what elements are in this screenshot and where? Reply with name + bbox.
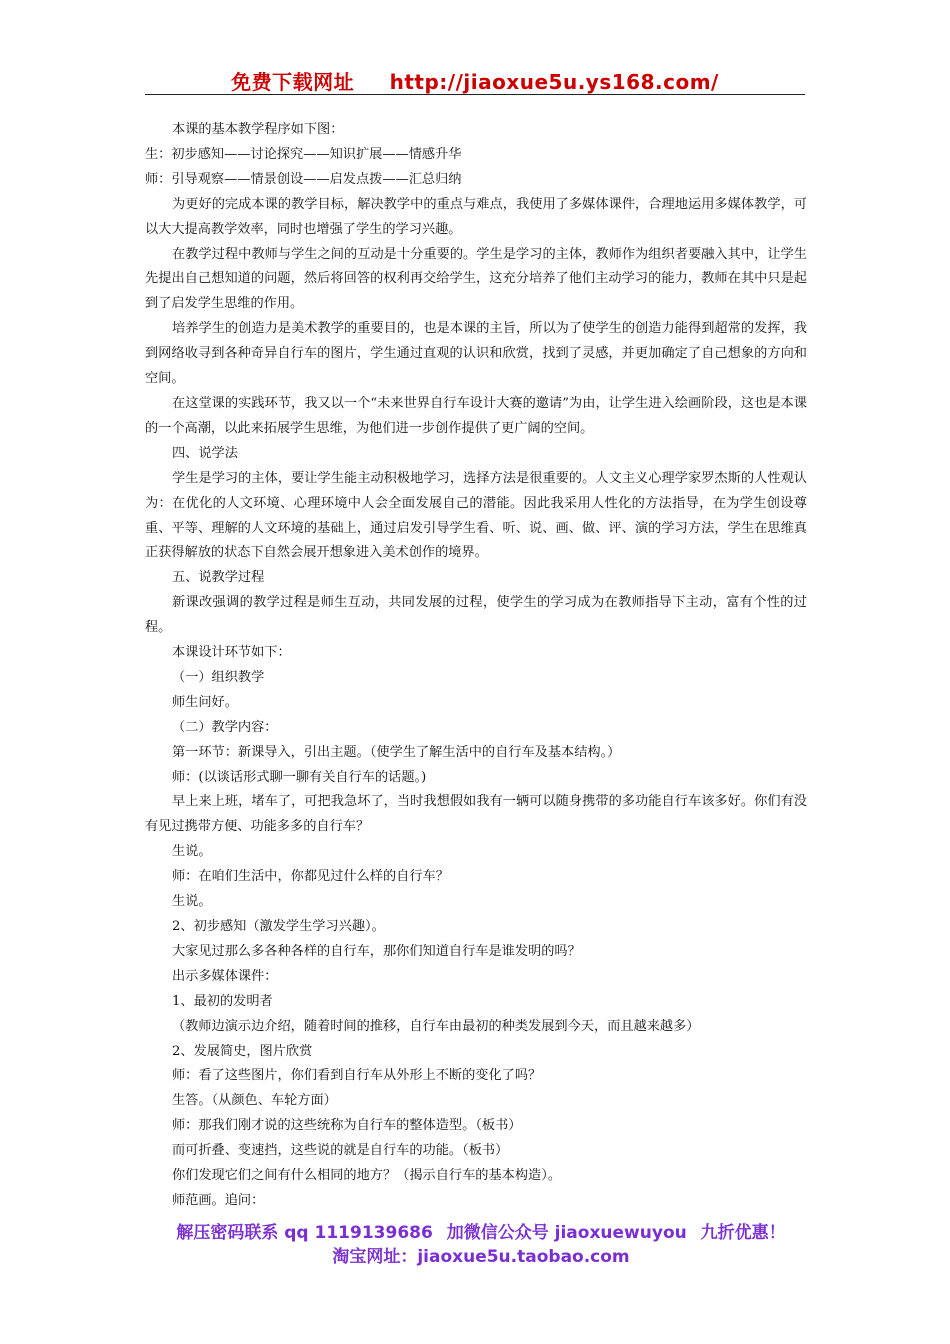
page-header xyxy=(145,66,805,95)
paragraph: 第一环节：新课导入，引出主题。（使学生了解生活中的自行车及基本结构。） xyxy=(172,744,621,760)
paragraph: 2、发展简史，图片欣赏 xyxy=(172,1043,313,1059)
paragraph: 生说。 xyxy=(172,844,212,860)
paragraph: 1、最初的发明者 xyxy=(172,993,273,1009)
paragraph: 本课设计环节如下： xyxy=(172,645,291,661)
paragraph: 培养学生的创造力是美术教学的重要目的，也是本课的主旨，所以为了使学生的创造力能得到超常的发挥，我到网络收寻到各种奇异自行车的图片，学生通过直观的认识和欣赏，找到了灵感，并更加确定了自己想象的方向和空间。 xyxy=(145,321,807,387)
paragraph: 2、初步感知（激发学生学习兴趣）。 xyxy=(172,919,385,934)
paragraph: 师范画。追问： xyxy=(172,1192,265,1208)
footer-qq: 解压密码联系 qq 1119139686 xyxy=(176,1223,433,1243)
paragraph: 早上来上班，堵车了，可把我急坏了，当时我想假如我有一辆可以随身携带的多功能自行车该多好。你们有没有见过携带方便、功能多多的自行车？ xyxy=(145,794,807,835)
paragraph: 生：初步感知——讨论探究——知识扩展——情感升华 xyxy=(145,146,462,162)
document-body xyxy=(145,118,807,1214)
footer-discount: 九折优惠！ xyxy=(700,1223,786,1243)
header-label: 免费下载网址 xyxy=(231,70,355,94)
paragraph: 师：那我们刚才说的这些统称为自行车的整体造型。（板书） xyxy=(172,1118,522,1134)
paragraph: （二）教学内容： xyxy=(172,719,278,735)
paragraph: 你们发现它们之间有什么相同的地方？（揭示自行车的基本构造）。 xyxy=(172,1168,562,1184)
paragraph: （一）组织教学 xyxy=(172,669,265,685)
footer-contact xyxy=(145,1218,817,1243)
paragraph: 出示多媒体课件： xyxy=(172,968,278,984)
paragraph: 五、说教学过程 xyxy=(172,570,265,586)
paragraph: 在教学过程中教师与学生之间的互动是十分重要的。学生是学习的主体，教师作为组织者要融入其中，让学生先提出自己想知道的问题，然后将回答的权利再交给学生，这充分培养了他们主动学习的能力，教师在其中只是起到了启发学生思维的作用。 xyxy=(145,246,807,312)
paragraph: 本课的基本教学程序如下图： xyxy=(172,122,344,137)
paragraph: 大家见过那么多各种各样的自行车，那你们知道自行车是谁发明的吗？ xyxy=(172,943,581,959)
header-url[interactable]: http://jiaoxue5u.ys168.com/ xyxy=(389,70,719,94)
paragraph: 四、说学法 xyxy=(172,445,238,461)
paragraph: 新课改强调的教学过程是师生互动，共同发展的过程，使学生的学习成为在教师指导下主动，富有个性的过程。 xyxy=(145,595,807,636)
paragraph: 在这堂课的实践环节，我又以一个“未来世界自行车设计大赛的邀请”为由，让学生进入绘画阶段，这也是本课的一个高潮，以此来拓展学生思维，为他们进一步创作提供了更广阔的空间。 xyxy=(145,395,807,436)
paragraph: （教师边演示边介绍，随着时间的推移，自行车由最初的种类发展到今天，而且越来越多） xyxy=(172,1018,700,1034)
paragraph: 生说。 xyxy=(172,894,212,910)
footer-wechat: 加微信公众号 jiaoxuewuyou xyxy=(446,1223,687,1243)
paragraph: 师：看了这些图片，你们看到自行车从外形上不断的变化了吗？ xyxy=(172,1068,542,1084)
paragraph: 生答。（从颜色、车轮方面） xyxy=(172,1093,337,1109)
header-divider xyxy=(145,94,805,95)
paragraph: 为更好的完成本课的教学目标，解决教学中的重点与难点，我使用了多媒体课件，合理地运用多媒体教学，可以大大提高教学效率，同时也增强了学生的学习兴趣。 xyxy=(145,196,807,237)
paragraph: 师：(以谈话形式聊一聊有关自行车的话题。) xyxy=(172,769,427,785)
paragraph: 师生问好。 xyxy=(172,694,238,710)
paragraph: 师：引导观察——情景创设——启发点拨——汇总归纳 xyxy=(145,171,462,187)
paragraph: 学生是学习的主体，要让学生能主动积极地学习，选择方法是很重要的。人文主义心理学家罗杰斯的人性观认为：在优化的人文环境、心理环境中人会全面发展自己的潜能。因此我采用人性化的方法指导，在为学生创设尊重、平等、理解的人文环境的基础上，通过启发引导学生看、听、说、画、做、评、演的学习方法，学生在思维真正获得解放的状态下自然会展开想象进入美术创作的境界。 xyxy=(145,470,807,561)
footer-taobao[interactable]: 淘宝网址：jiaoxue5u.taobao.com xyxy=(332,1247,630,1267)
paragraph: 师：在咱们生活中，你都见过什么样的自行车？ xyxy=(172,869,449,885)
paragraph: 而可折叠、变速挡，这些说的就是自行车的功能。（板书） xyxy=(172,1143,509,1159)
